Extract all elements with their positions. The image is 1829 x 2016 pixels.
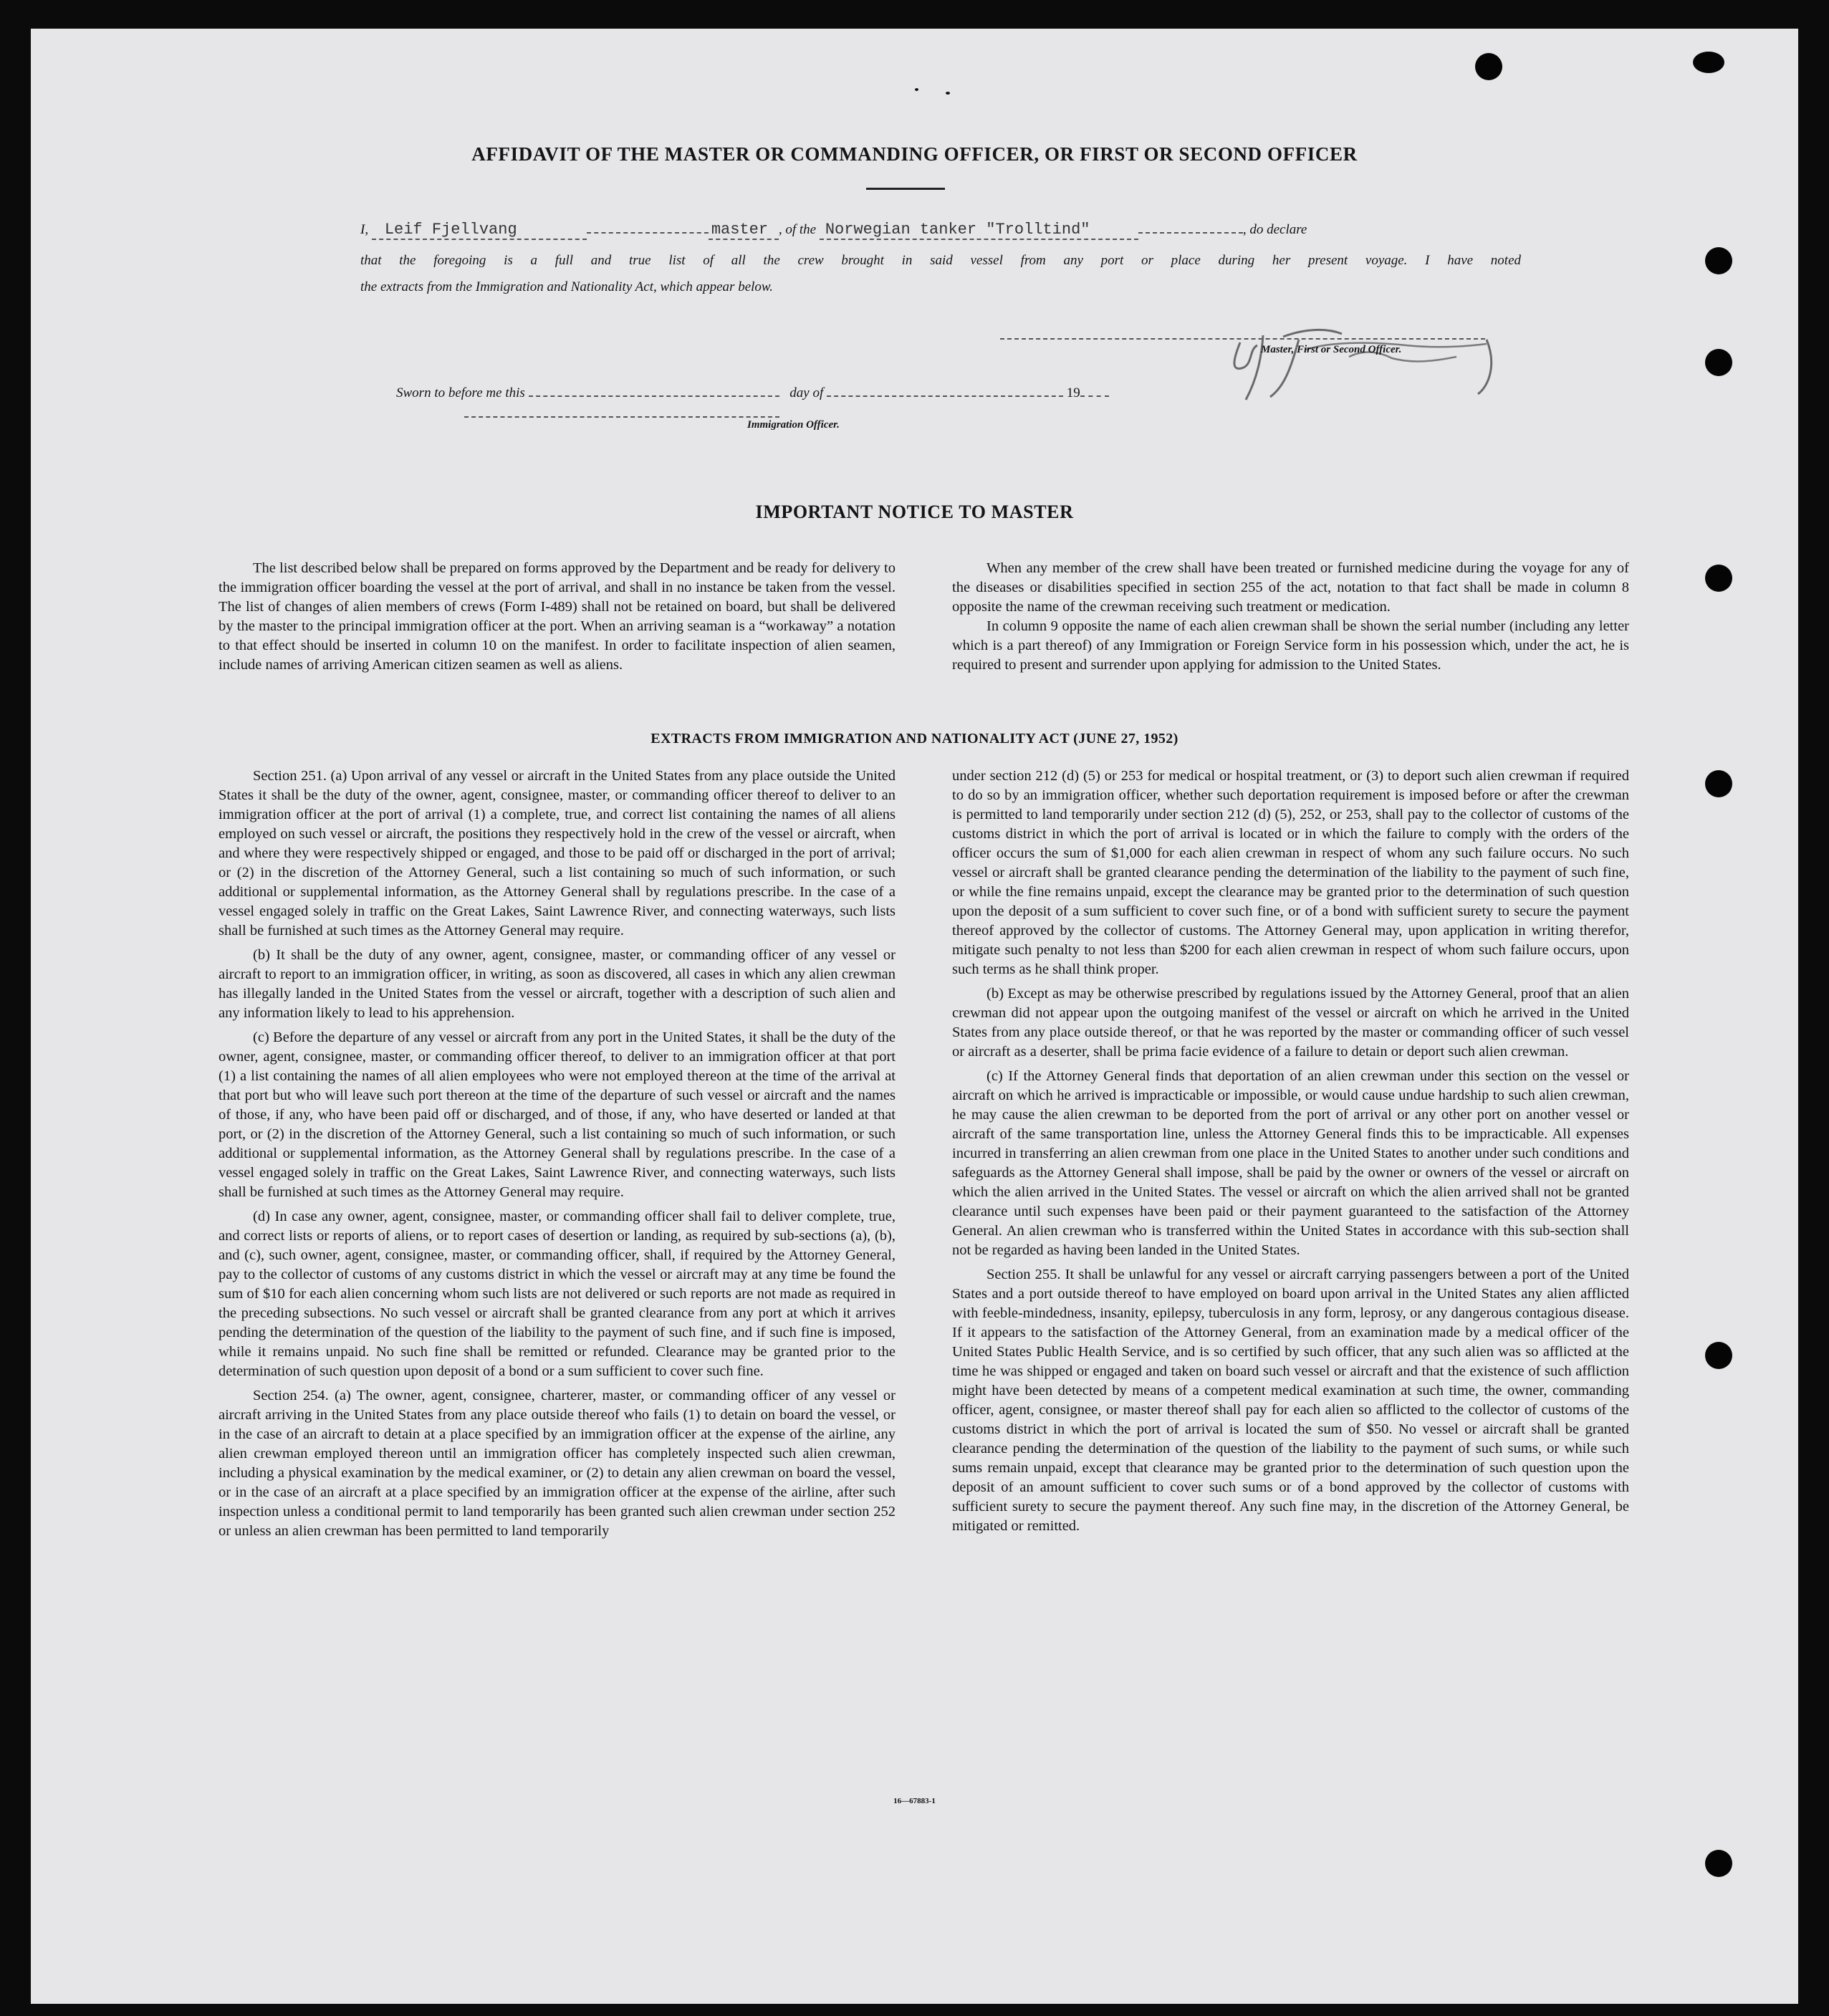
statement-line-1: that the foregoing is a full and true list of all the crew brought in said vessel from any port or place during her present voyage. I have noted <box>360 253 1521 268</box>
extract-paragraph: Section 255. It shall be unlawful for any vessel or aircraft carrying passengers between a port of the United States and a port outside thereof to have employed on board upon arrival in the United States any alien afflicted with feeble-mindedness, insanity, epilepsy, tuberculosis in any form, leprosy, or any dangerous contagious disease. If it appears to the satisfaction of the Attorney General, from an examination made by a medical officer of the United States Public Health Service, and is so certified by such officer, that any such alien was so afflicted at the time he was shipped or engaged and taken on board such vessel or aircraft and that the existence of such affliction might have been detected by means of a competent medical examination at such time, the owner, commanding officer, agent, consignee, or master thereof shall pay for each alien so afflicted to the collector of customs of the customs district in which the port of arrival is located the sum of $50. No vessel or aircraft shall be granted clearance pending the determination of the question of the liability to the payment of such sums, or while such sums remain unpaid, except that clearance may be granted prior to the determination of such question upon the deposit of an amount sufficient to cover such sums or of a bond approved by the collector of customs with sufficient surety to secure the payment thereof. Any such fine may, in the discretion of the Attorney General, be mitigated or remitted. <box>952 1267 1629 1534</box>
sworn-label: Sworn to before me this <box>396 385 525 400</box>
punch-hole <box>1705 565 1732 592</box>
master-name-field[interactable]: Leif Fjellvang <box>372 221 587 240</box>
do-declare-label: , do declare <box>1242 222 1307 237</box>
extract-paragraph: (b) It shall be the duty of any owner, agent, consignee, master, or commanding officer of any vessel or aircraft to report to an immigration officer, in writing, as soon as discovered, all cases in which any alien crewman has illegally landed in the United States from the vessel or aircraft, together with a description of such alien and any information likely to lead to his apprehension. <box>219 947 896 1021</box>
punch-hole <box>1475 53 1502 80</box>
notice-right-column <box>952 559 1629 680</box>
ink-speck <box>915 88 918 91</box>
notice-left-column <box>219 559 896 680</box>
extract-paragraph: (d) In case any owner, agent, consignee, master, or commanding officer shall fail to deliver complete, true, and correct lists or reports of aliens, or to report cases of desertion or landing, as required by sub-sections (a), (b), and (c), such owner, agent, consignee, master, or commanding officer, shall, if required by the Attorney General, pay to the collector of customs of any customs district in which the vessel or aircraft may at any time be found the sum of $10 for each alien concerning whom such lists are not delivered or such reports are not made as required in the preceding subsections. No such vessel or aircraft shall be granted clearance from any port at which it arrives pending the determination of the question of the liability to the payment of such fine, and if such fine is imposed, while it remains unpaid. No such fine shall be remitted or refunded. Clearance may be granted prior to the determination of such question upon deposit of a bond or a sum sufficient to cover such fine. <box>219 1209 896 1379</box>
notice-paragraph: When any member of the crew shall have been treated or furnished medicine during the voyage for any of the diseases or disabilities specified in section 255 of the act, notation to that fact shall be made in column 8 opposite the name of the crewman receiving such treatment or medication. <box>952 560 1629 615</box>
extract-paragraph: Section 254. (a) The owner, agent, consignee, charterer, master, or commanding officer of any vessel or aircraft arriving in the United States from any place outside thereof who fails (1) to detain on board the vessel, or in the case of an aircraft to detain at a place specified by an immigration officer at the expense of the airline, any alien crewman employed thereon until an immigration officer has completely inspected such alien crewman, including a physical examination by the medical examiner, or (2) to detain any alien crewman on board the vessel, or in the case of an aircraft at a place specified by an immigration officer at the expense of the airline, after such inspection unless a conditional permit to land temporarily has been granted such alien crewman under section 252 or unless an alien crewman has been permitted to land temporarily <box>219 1388 896 1539</box>
punch-hole <box>1705 247 1732 274</box>
immigration-officer-caption: Immigration Officer. <box>747 419 840 431</box>
officer-signature-line <box>464 416 779 418</box>
extracts-right-column <box>952 767 1629 1541</box>
year-prefix: 19 <box>1066 385 1080 400</box>
sworn-day-blank[interactable] <box>529 381 779 397</box>
vessel-blank <box>1138 218 1243 234</box>
notice-paragraph: In column 9 opposite the name of each alien crewman shall be shown the serial number (including any letter which is a part thereof) of any Immigration or Foreign Service form in his possession which, under the act, he is required to present and surrender upon applying for admission to the United States. <box>952 618 1629 673</box>
notice-title: IMPORTANT NOTICE TO MASTER <box>755 501 1074 522</box>
extract-paragraph: Section 251. (a) Upon arrival of any vessel or aircraft in the United States from any place outside the United States it shall be the duty of the owner, agent, consignee, master, or commanding officer thereof to deliver to an immigration officer at the port of arrival (1) a complete, true, and correct list containing the names of all aliens employed on such vessel or aircraft, the positions they respectively hold in the crew of the vessel or aircraft, when and where they were respectively shipped or engaged, and those to be paid off or discharged in the port of arrival; or (2) in the discretion of the Attorney General, such a list containing so much of such information, or such additional or supplemental information, as the Attorney General shall by regulations prescribe. In the case of a vessel engaged solely in traffic on the Great Lakes, Saint Lawrence River, and connecting waterways, such lists shall be furnished at such times as the Attorney General may require. <box>219 768 896 939</box>
punch-hole <box>1705 770 1732 797</box>
extracts-title: EXTRACTS FROM IMMIGRATION AND NATIONALITY ACT (JUNE 27, 1952) <box>651 731 1178 747</box>
punch-hole <box>1705 1850 1732 1877</box>
document-page <box>31 29 1798 2004</box>
punch-hole <box>1693 52 1724 73</box>
sworn-line <box>396 380 1256 406</box>
ink-speck <box>946 92 950 95</box>
prefix-i: I, <box>360 222 369 237</box>
declaration-line <box>360 216 1521 243</box>
extracts-left-column <box>219 767 896 1546</box>
extract-paragraph: under section 212 (d) (5) or 253 for medical or hospital treatment, or (3) to deport such alien crewman if required to do so by an immigration officer, whether such deportation requirement is imposed before or after the crewman is permitted to land temporarily under section 212 (d) (5), 252, or 253, shall pay to the collector of customs of the customs district in which the port of arrival is located or in which the failure to comply with the orders of the officer occurs the sum of $1,000 for each alien crewman in respect of whom any such failure occurs. No such vessel or aircraft shall be granted clearance pending the determination of the liability to the payment of such fine, or while the fine remains unpaid, except the clearance may be granted prior to the determination of such question upon the deposit of a sum sufficient to cover such fine, or of a bond with sufficient surety to secure the payment thereof approved by the collector of customs. The Attorney General may, upon application in writing therefor, mitigate such penalty to not less than $200 for each alien crewman in respect of whom such failure occurs, upon such terms as he shall think proper. <box>952 768 1629 977</box>
of-the-label: , of the <box>778 222 817 237</box>
signature-caption: Master, First or Second Officer. <box>1261 344 1402 355</box>
name-blank <box>587 218 709 234</box>
extract-paragraph: (b) Except as may be otherwise prescribed by regulations issued by the Attorney General, proof that an alien crewman did not appear upon the outgoing manifest of the vessel or aircraft on which he arrived in the United States from any place outside thereof, or that he was reported by the master or commanding officer of such vessel or aircraft as a deserter, shall be prima facie evidence of a failure to detain or deport such alien crewman. <box>952 986 1629 1060</box>
sworn-year-blank[interactable] <box>1080 381 1109 397</box>
day-of-label: day of <box>789 385 824 400</box>
sworn-month-blank[interactable] <box>827 381 1063 397</box>
punch-hole <box>1705 349 1732 376</box>
extract-paragraph: (c) Before the departure of any vessel or aircraft from any port in the United States, it shall be the duty of the owner, agent, consignee, master, or commanding officer thereof, to deliver to an immigration officer at that port (1) a list containing the names of all alien employees who were not employed thereon at the time of the arrival at that port but who will leave such port thereon at the time of the departure of such vessel or aircraft and the names of those, if any, who have been paid off or discharged, and of those, if any, who have deserted or landed at that port, or (2) in the discretion of the Attorney General, such a list containing so much of such information, or such additional or supplemental information, as the Attorney General shall by regulations prescribe. In the case of a vessel engaged solely in traffic on the Great Lakes, Saint Lawrence River, and connecting waterways, such lists shall be furnished at such times as the Attorney General may require. <box>219 1029 896 1200</box>
rank-field[interactable]: master <box>709 221 779 240</box>
punch-hole <box>1705 1342 1732 1369</box>
notice-paragraph: The list described below shall be prepared on forms approved by the Department and be ready for delivery to the immigration officer boarding the vessel at the port of arrival, and shall in no instance be taken from the vessel. The list of changes of alien members of crews (Form I-489) shall not be retained on board, but shall be delivered by the master to the principal immigration officer at the port. When an arriving seaman is a “workaway” a notation to that effect should be inserted in column 10 on the manifest. In order to facilitate inspection of alien seamen, include names of arriving American citizen seamen as well as aliens. <box>219 560 896 673</box>
title-divider <box>866 188 945 190</box>
form-code: 16—67883-1 <box>893 1797 936 1805</box>
extract-paragraph: (c) If the Attorney General finds that deportation of an alien crewman under this section on the vessel or aircraft on which he arrived is impracticable or impossible, or would cause undue hardship to such alien crewman, he may cause the alien crewman to be deported from the port of arrival or any other port on another vessel or aircraft of the same transportation line, unless the Attorney General finds this to be impracticable. All expenses incurred in transferring an alien crewman from one place in the United States to another under such conditions and safeguards as the Attorney General shall impose, shall be paid by the owner or owners of the vessel or aircraft on which the alien arrived in the United States. The vessel or aircraft on which the alien arrived shall not be granted clearance until such expenses have been paid or their payment guaranteed to the satisfaction of the Attorney General. An alien crewman who is transferred within the United States in accordance with this sub-section shall not be regarded as having been landed in the United States. <box>952 1068 1629 1258</box>
declaration-statement <box>360 247 1521 300</box>
affidavit-title: AFFIDAVIT OF THE MASTER OR COMMANDING OFFICER, OR FIRST OR SECOND OFFICER <box>471 143 1358 165</box>
statement-line-2: the extracts from the Immigration and Nationality Act, which appear below. <box>360 279 773 294</box>
vessel-field[interactable]: Norwegian tanker "Trolltind" <box>820 221 1138 240</box>
